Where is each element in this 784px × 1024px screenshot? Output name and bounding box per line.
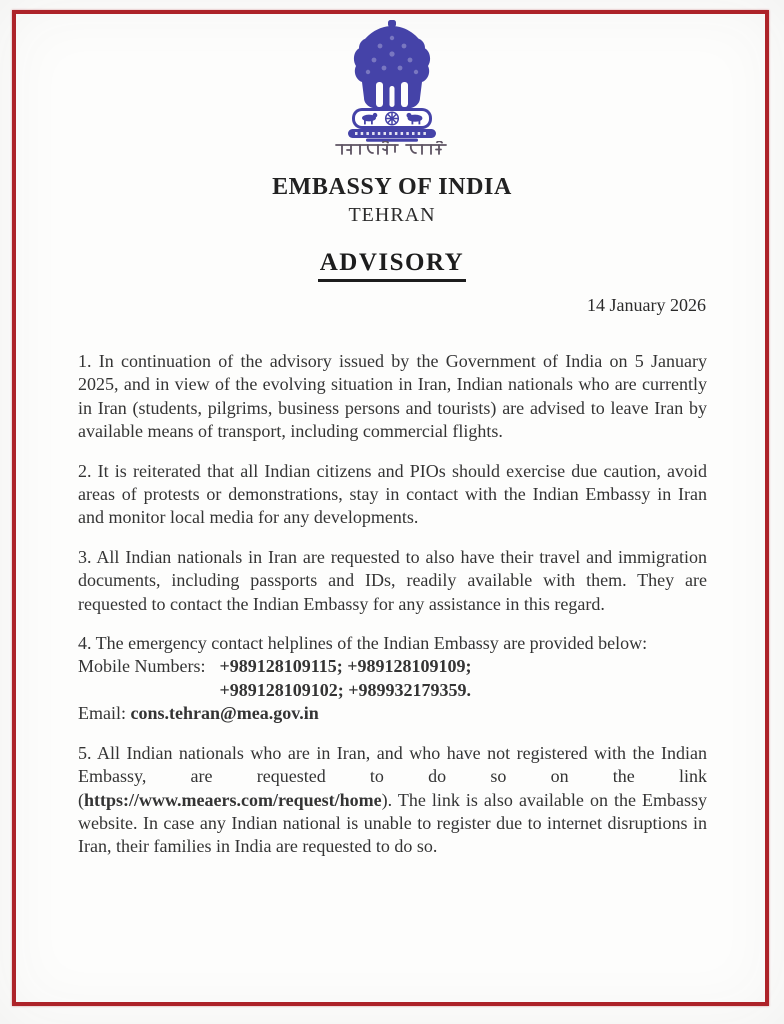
registration-link: https://www.meaers.com/request/home [84,789,382,810]
paragraph-2: 2. It is reiterated that all Indian citizens and PIOs should exercise due caution, avoid areas of protests or demonstrations, stay in contact with the Indian Embassy in Iran and monitor local media for any developments. [78,460,707,528]
embassy-title: EMBASSY OF INDIA [272,174,512,200]
advisory-heading: ADVISORY [318,249,466,282]
paragraph-5 [78,742,707,859]
paragraph-5-text-post: ). The link is also available on the Embassy website. In case any Indian national is unable to register due to internet disruptions in Iran, their families in India are requested to do so. [78,789,707,857]
email-label: Email: [78,703,126,724]
emblem-motto [0,141,784,163]
paragraph-4-intro: 4. The emergency contact helplines of the Indian Embassy are provided below: [78,633,648,654]
advisory-heading-container [0,249,784,282]
emblem-container [0,20,784,147]
mobile-numbers-line-1: +989128109115; +989128109109; [219,656,472,677]
email-row [78,702,707,725]
embassy-city: TEHRAN [348,204,436,226]
paragraph-5-text-pre: 5. All Indian nationals who are in Iran, and who have not registered with the Indian Embassy, are requested to do so on the link ( [78,742,707,810]
paragraph-4 [78,632,707,726]
mobile-numbers-values [220,655,472,702]
advisory-body [78,350,707,859]
india-national-emblem-icon [340,20,444,142]
paragraph-3: 3. All Indian nationals in Iran are requested to also have their travel and immigration documents, including passports and IDs, readily available with them. They are requested to contact the Indian Embassy for any assistance in this regard. [78,546,707,614]
mobile-numbers-line-2: +989128109102; +989932179359. [219,679,472,700]
email-value: cons.tehran@mea.gov.in [130,703,319,724]
motto-devanagari-text-icon [334,141,450,158]
mobile-numbers-row [78,655,707,702]
advisory-date: 14 January 2026 [587,295,706,315]
mobile-numbers-label: Mobile Numbers: [78,656,206,677]
paragraph-1: 1. In continuation of the advisory issued by the Government of India on 5 January 2025, and in view of the evolving situation in Iran, Indian nationals who are currently in Iran (students, pilgrims, business persons and tourists) are advised to leave Iran by available means of transport, including commercial flights. [78,351,707,442]
